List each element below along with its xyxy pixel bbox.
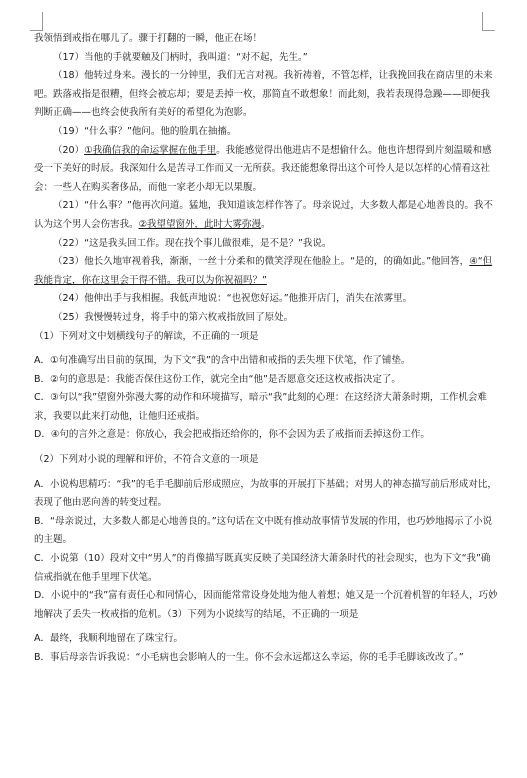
paragraph-22: （22）“这是我头回工作。现在找个事儿做很难，是不是？”我说。 <box>53 237 332 249</box>
question-2-option-a: A．小说构思精巧：“我”的毛手毛脚前后形成照应，为故事的开展打下基础；对男人的神态描写前后形成对比，表现了他由恶向善的转变过程。 <box>34 478 497 509</box>
crop-mark-top-right <box>482 12 495 31</box>
question-2-prompt: （2）下列对小说的理解和评价，不符合文意的一项是 <box>34 454 259 466</box>
document-page <box>34 30 498 668</box>
paragraph-17: （17）当他的手就要触及门柄时，我叫道：“对不起，先生。” <box>53 51 308 63</box>
question-3-option-a: A．最终，我顺利地留在了珠宝行。 <box>34 633 183 645</box>
question-1-option-d: D．④句的言外之意是：你放心，我会把戒指还给你的，你不会因为丢了戒指而丢掉这份工作。 <box>34 429 430 441</box>
underlined-sentence-4: ④“但我能肯定，你在这里会干得不错。我可以为你祝福吗？” <box>34 256 493 286</box>
paragraph-21 <box>34 197 498 234</box>
paragraph-18: （18）他转过身来。漫长的一分钟里，我们无言对视。我祈祷着，不管怎样，让我挽回我在商店里的未来吧。跌落戒指是很糟，但终会被忘却；要是丢掉一枚，那简直不敢想象！而此刻，我若表现得急躁——即便我判断正确——也终会使我所有美好的希望化为泡影。 <box>34 70 493 119</box>
underlined-sentence-1: ①我确信我的命运掌握在他手里 <box>84 144 217 156</box>
paragraph-21-end: 。 <box>261 218 271 230</box>
paragraph-intro: 我领悟到戒指在哪儿了。骤于打翻的一瞬，他正在场！ <box>34 33 263 44</box>
paragraph-20-text: 。我能感觉得出他进店不是想偷什么。他也许想得到片刻温暖和感受一下美好的时辰。我深知什么是苦寻工作而又一无所获。我还能想象得出这个可怜人是以怎样的心情看这社会：一些人在购买奢侈品，而他一家老小却无以果腹。 <box>34 144 492 193</box>
question-1-option-a: A．①句准确写出目前的氛围，为下文“我”的含中出错和戒指的丢失埋下伏笔，作了铺垫。 <box>34 355 411 367</box>
paragraph-19: （19）“什么事？”他问。他的脸肌在抽搐。 <box>53 125 237 137</box>
paragraph-25: （25）我慢慢转过身，将手中的第六枚戒指放回了原处。 <box>53 311 294 323</box>
paragraph-20-number: （20） <box>53 144 85 156</box>
paragraph-23 <box>34 253 498 290</box>
paragraph-20 <box>34 142 498 198</box>
paragraph-23-text: （23）他长久地审视着我，渐渐，一丝十分柔和的微笑浮现在他脸上。“是的，的确如此。”他回答， <box>53 256 470 268</box>
question-2-option-c: C．小说第（10）段对文中“男人”的肖像描写既真实反映了美国经济大萧条时代的社会现实，也为下文“我”确信戒指就在他手里埋下伏笔。 <box>34 553 491 583</box>
question-1-option-b: B．②句的意思是：我能否保住这份工作，就完全由“他”是否愿意交还这枚戒指决定了。 <box>34 373 401 385</box>
question-2-option-d: D．小说中的“我”富有责任心和同情心，因而能常常设身处地为他人着想；她又是一个沉着机智的年轻人，巧妙地解决了丢失一枚戒指的危机。（3）下列为小说续写的结尾，不正确的一项是 <box>34 590 498 620</box>
underlined-sentence-2: ②我望望窗外，此时大雾弥漫 <box>138 218 262 230</box>
question-1-prompt: （1）下列对文中划横线句子的解读，不正确的一项是 <box>34 330 259 342</box>
question-1-option-c: C．③句以“我”望窗外弥漫大雾的动作和环境描写，暗示“我”此刻的心理：在这经济大萧条时期，工作机会难求，我要以此来打动他，让他归还戒指。 <box>34 392 487 422</box>
paragraph-21-text: （21）“什么事？”他再次问道。猛地，我知道该怎样作答了。母亲说过，大多数人都是心地善良的。我不认为这个男人会伤害我。 <box>34 200 493 230</box>
crop-mark-top-left <box>30 12 43 31</box>
question-2-option-b: B．“母亲说过，大多数人都是心地善良的。”这句话在文中既有推动故事情节发展的作用，也巧妙地揭示了小说的主题。 <box>34 515 493 546</box>
question-3-option-b: B．事后母亲告诉我说：“小毛病也会影响人的一生。你不会永远都这么幸运，你的毛手毛脚该改改了。” <box>34 652 464 663</box>
paragraph-24: （24）他伸出手与我相握。我低声地说：“也祝您好运。”他推开店门，消失在浓雾里。 <box>53 293 413 305</box>
